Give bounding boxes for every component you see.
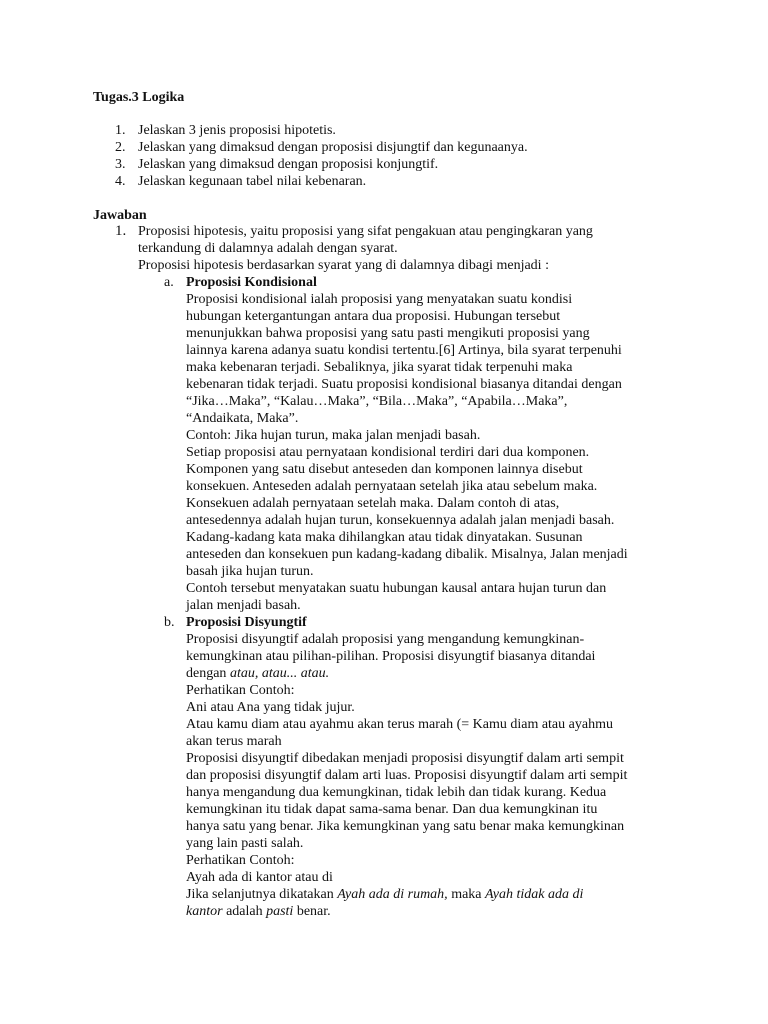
paragraph-line (186, 903, 693, 920)
paragraph-line: kemungkinan itu tidak dapat sama-sama benar. Dan dua kemungkinan itu (186, 802, 598, 817)
text-run: adalah (222, 904, 267, 919)
section-kondisional (138, 274, 693, 614)
paragraph-line: “Andaikata, Maka”. (186, 411, 299, 426)
section-letter: a. (164, 275, 174, 290)
text-run: dengan (186, 666, 230, 681)
answer-item (93, 223, 693, 920)
question-text: Jelaskan 3 jenis proposisi hipotetis. (138, 123, 336, 138)
paragraph-line: lainnya karena adanya suatu kondisi tertentu.[6] Artinya, bila syarat terpenuhi (186, 343, 622, 358)
paragraph-line: kebenaran tidak terjadi. Suatu proposisi kondisional biasanya ditandai dengan (186, 377, 622, 392)
section-disyungtif (138, 614, 693, 920)
paragraph-line: jalan menjadi basah. (186, 598, 301, 613)
question-number: 1. (115, 123, 126, 138)
italic-text: Ayah tidak ada di (485, 887, 584, 902)
paragraph-line: hanya satu yang benar. Jika kemungkinan yang satu benar maka kemungkinan (186, 819, 625, 834)
italic-text: atau, atau... atau. (229, 666, 330, 681)
paragraph-line: anteseden dan konsekuen pun kadang-kadang dibalik. Misalnya, Jalan menjadi (186, 547, 628, 562)
document-title: Tugas.3 Logika (93, 90, 185, 105)
paragraph-line: Proposisi disyungtif adalah proposisi yang mengandung kemungkinan- (186, 632, 585, 647)
paragraph-line: dan proposisi disyungtif dalam arti luas. Proposisi disyungtif dalam arti sempit (186, 768, 628, 783)
paragraph-line: “Jika…Maka”, “Kalau…Maka”, “Bila…Maka”, “Apabila…Maka”, (186, 394, 568, 409)
question-item (93, 139, 653, 156)
paragraph-line: hubungan ketergantungan antara dua proposisi. Hubungan tersebut (186, 309, 561, 324)
paragraph-line: Ani atau Ana yang tidak jujur. (186, 700, 355, 715)
paragraph-line: yang lain pasti salah. (186, 836, 304, 851)
paragraph-line: antesedennya adalah hujan turun, konsekuennya adalah jalan menjadi basah. (186, 513, 615, 528)
question-text: Jelaskan kegunaan tabel nilai kebenaran. (138, 174, 367, 189)
italic-text: kantor (186, 904, 223, 919)
intro-line: Proposisi hipotesis berdasarkan syarat yang di dalamnya dibagi menjadi : (138, 258, 549, 273)
paragraph-line: Atau kamu diam atau ayahmu akan terus marah (= Kamu diam atau ayahmu (186, 717, 613, 732)
paragraph-line: basah jika hujan turun. (186, 564, 314, 579)
text-run: maka (447, 887, 486, 902)
paragraph-line: Ayah ada di kantor atau di (186, 870, 333, 885)
question-number: 2. (115, 140, 126, 155)
paragraph-line: Kadang-kadang kata maka dihilangkan atau tidak dinyatakan. Susunan (186, 530, 583, 545)
question-number: 3. (115, 157, 126, 172)
question-list (93, 122, 653, 190)
answer-heading: Jawaban (93, 208, 147, 223)
section-letter: b. (164, 615, 175, 630)
question-text: Jelaskan yang dimaksud dengan proposisi konjungtif. (138, 157, 439, 172)
paragraph-line: kemungkinan atau pilihan-pilihan. Proposisi disyungtif biasanya ditandai (186, 649, 596, 664)
section-heading: Proposisi Kondisional (186, 275, 317, 290)
answer-list (93, 223, 693, 920)
italic-text: Ayah ada di rumah, (337, 887, 448, 902)
paragraph-line: Contoh tersebut menyatakan suatu hubungan kausal antara hujan turun dan (186, 581, 607, 596)
paragraph-line (186, 665, 693, 682)
intro-line: terkandung di dalamnya adalah dengan syarat. (138, 241, 398, 256)
paragraph-line: hanya mengandung dua kemungkinan, tidak lebih dan tidak kurang. Kedua (186, 785, 607, 800)
text-run: benar. (293, 904, 331, 919)
question-text: Jelaskan yang dimaksud dengan proposisi disjungtif dan kegunaanya. (138, 140, 528, 155)
paragraph-line: maka kebenaran terjadi. Sebaliknya, jika syarat tidak terpenuhi maka (186, 360, 573, 375)
text-run: Jika selanjutnya dikatakan (186, 887, 338, 902)
paragraph-line: Contoh: Jika hujan turun, maka jalan menjadi basah. (186, 428, 481, 443)
question-item (93, 173, 653, 190)
paragraph-line (186, 886, 693, 903)
italic-text: pasti (266, 904, 294, 919)
section-heading: Proposisi Disyungtif (186, 615, 307, 630)
question-number: 4. (115, 174, 126, 189)
paragraph-line: Perhatikan Contoh: (186, 683, 295, 698)
question-item (93, 122, 653, 139)
paragraph-line: Proposisi disyungtif dibedakan menjadi proposisi disyungtif dalam arti sempit (186, 751, 624, 766)
paragraph-line: Proposisi kondisional ialah proposisi yang menyatakan suatu kondisi (186, 292, 573, 307)
paragraph-line: menunjukkan bahwa proposisi yang satu pasti mengikuti proposisi yang (186, 326, 590, 341)
paragraph-line: Setiap proposisi atau pernyataan kondisional terdiri dari dua komponen. (186, 445, 590, 460)
paragraph-line: Komponen yang satu disebut anteseden dan komponen lainnya disebut (186, 462, 583, 477)
question-item (93, 156, 653, 173)
intro-line: Proposisi hipotesis, yaitu proposisi yang sifat pengakuan atau pengingkaran yang (138, 224, 593, 239)
paragraph-line: akan terus marah (186, 734, 282, 749)
paragraph-line: konsekuen. Anteseden adalah pernyataan setelah jika atau sebelum maka. (186, 479, 598, 494)
paragraph-line: Konsekuen adalah pernyataan setelah maka. Dalam contoh di atas, (186, 496, 560, 511)
paragraph-line: Perhatikan Contoh: (186, 853, 295, 868)
answer-number: 1. (115, 223, 127, 239)
